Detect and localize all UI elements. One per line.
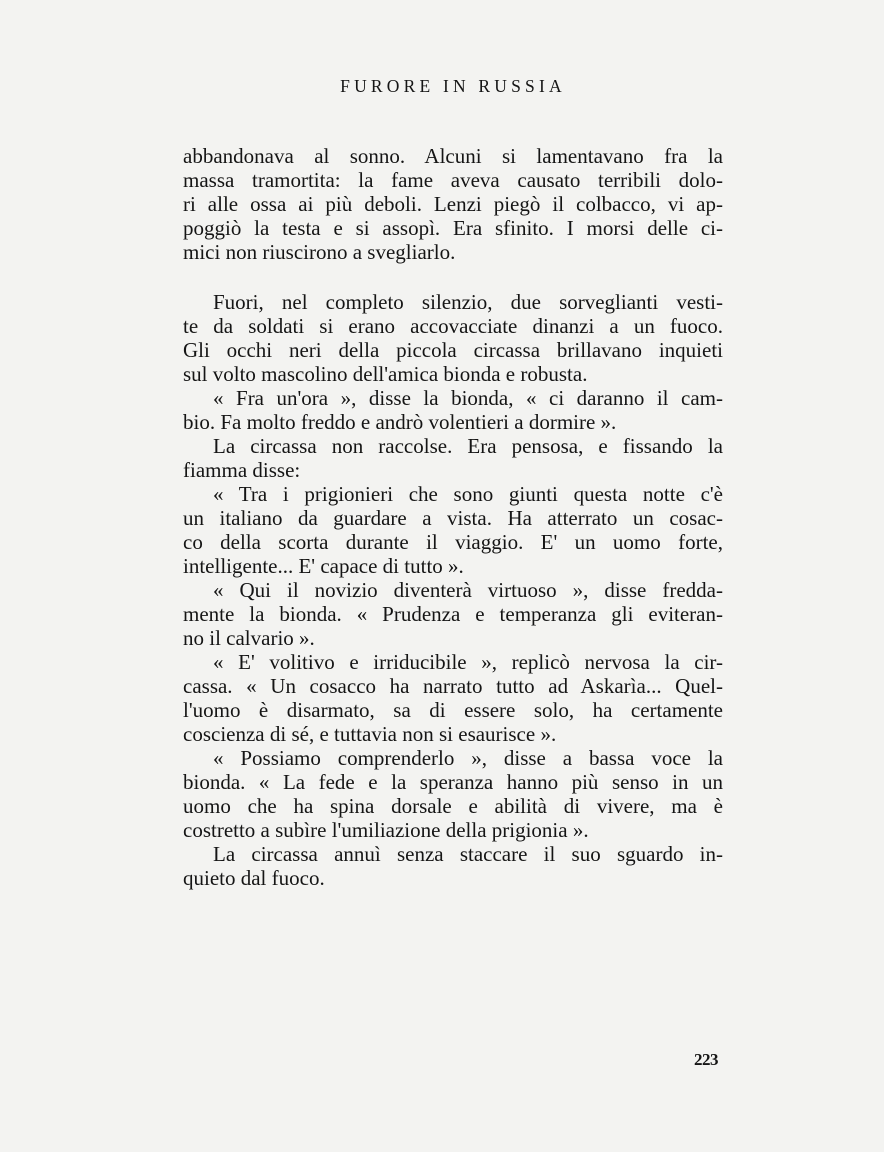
text-line: mici non riuscirono a svegliarlo. — [183, 240, 456, 264]
body-text — [183, 144, 723, 890]
text-line: La circassa annuì senza staccare il suo sguardo in- — [213, 842, 723, 866]
text-line: « Possiamo comprenderlo », disse a bassa voce la — [213, 746, 723, 770]
text-line: bio. Fa molto freddo e andrò volentieri a dormire ». — [183, 410, 617, 434]
paragraph — [183, 578, 723, 650]
text-line: Gli occhi neri della piccola circassa brillavano inquieti — [183, 338, 723, 362]
text-line: no il calvario ». — [183, 626, 315, 650]
paragraph — [183, 650, 723, 746]
running-title: FURORE IN RUSSIA — [340, 76, 566, 96]
text-line: « Tra i prigionieri che sono giunti questa notte c'è — [213, 482, 723, 506]
text-line: un italiano da guardare a vista. Ha atterrato un cosac- — [183, 506, 723, 530]
paragraph — [183, 434, 723, 482]
paragraph — [183, 386, 723, 434]
text-line: uomo che ha spina dorsale e abilità di vivere, ma è — [183, 794, 723, 818]
text-line: quieto dal fuoco. — [183, 866, 325, 890]
text-line: fiamma disse: — [183, 458, 301, 482]
text-line: « Fra un'ora », disse la bionda, « ci daranno il cam- — [213, 386, 723, 410]
page-number: 223 — [694, 1050, 718, 1069]
section-break — [183, 264, 723, 290]
text-line: « E' volitivo e irriducibile », replicò nervosa la cir- — [213, 650, 723, 674]
text-line: l'uomo è disarmato, sa di essere solo, ha certamente — [183, 698, 723, 722]
text-line: sul volto mascolino dell'amica bionda e robusta. — [183, 362, 588, 386]
text-line: bionda. « La fede e la speranza hanno più senso in un — [183, 770, 723, 794]
paragraph — [183, 482, 723, 578]
text-line: abbandonava al sonno. Alcuni si lamentavano fra la — [183, 144, 723, 168]
text-line: co della scorta durante il viaggio. E' un uomo forte, — [183, 530, 723, 554]
paragraph — [183, 144, 723, 264]
text-line: intelligente... E' capace di tutto ». — [183, 554, 464, 578]
text-line: cassa. « Un cosacco ha narrato tutto ad Askarìa... Quel- — [183, 674, 723, 698]
text-line: La circassa non raccolse. Era pensosa, e fissando la — [213, 434, 723, 458]
text-line: coscienza di sé, e tuttavia non si esaurisce ». — [183, 722, 557, 746]
text-line: Fuori, nel completo silenzio, due sorveglianti vesti- — [213, 290, 723, 314]
text-line: poggiò la testa e si assopì. Era sfinito. I morsi delle ci- — [183, 216, 723, 240]
paragraph — [183, 290, 723, 386]
paragraph — [183, 746, 723, 842]
text-line: massa tramortita: la fame aveva causato terribili dolo- — [183, 168, 723, 192]
paragraph — [183, 842, 723, 890]
text-line: ri alle ossa ai più deboli. Lenzi piegò il colbacco, vi ap- — [183, 192, 723, 216]
text-line: mente la bionda. « Prudenza e temperanza gli eviteran- — [183, 602, 723, 626]
text-line: « Qui il novizio diventerà virtuoso », disse fredda- — [213, 578, 723, 602]
text-line: costretto a subìre l'umiliazione della prigionia ». — [183, 818, 589, 842]
text-line: te da soldati si erano accovacciate dinanzi a un fuoco. — [183, 314, 723, 338]
